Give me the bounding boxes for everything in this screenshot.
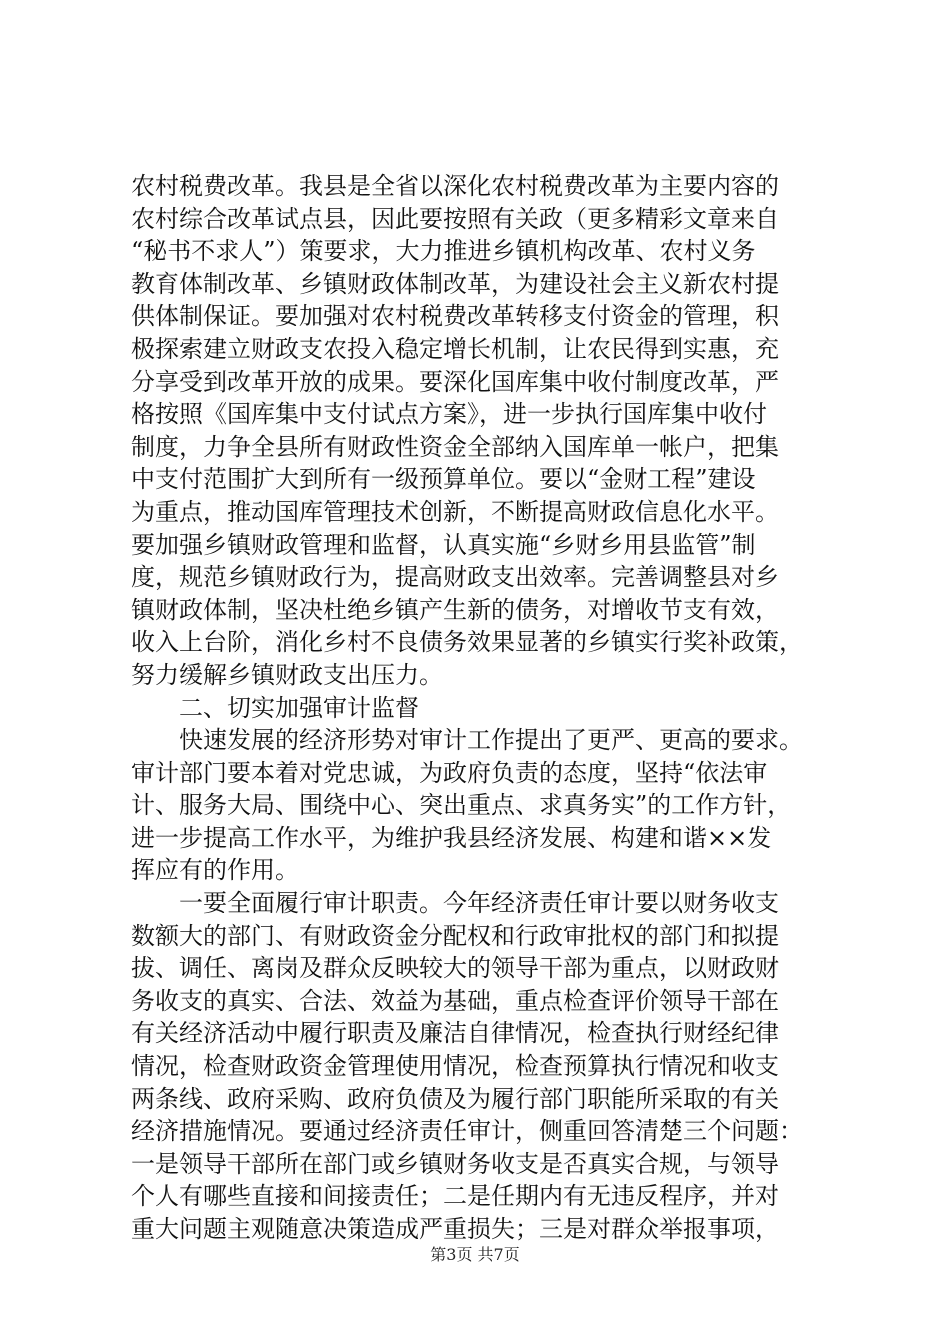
text-line: 制度，力争全县所有财政性资金全部纳入国库单一帐户，把集: [131, 432, 779, 461]
page-number-footer: 第3页 共7页: [430, 1245, 520, 1264]
text-line: 经济措施情况。要通过经济责任审计，侧重回答清楚三个问题：: [131, 1117, 803, 1146]
text-line: “秘书不求人”）策要求，大力推进乡镇机构改革、农村义务: [131, 237, 756, 266]
text-line: 教育体制改革、乡镇财政体制改革，为建设社会主义新农村提: [131, 269, 779, 298]
text-line: 极探索建立财政支农投入稳定增长机制，让农民得到实惠，充: [131, 334, 779, 363]
text-line: 情况，检查财政资金管理使用情况，检查预算执行情况和收支: [131, 1052, 779, 1081]
text-line: 农村综合改革试点县，因此要按照有关政（更多精彩文章来自: [131, 204, 779, 233]
text-line: 审计部门要本着对党忠诚，为政府负责的态度，坚持“依法审: [131, 758, 768, 787]
text-line: 分享受到改革开放的成果。要深化国库集中收付制度改革，严: [131, 367, 779, 396]
text-line: 快速发展的经济形势对审计工作提出了更严、更高的要求。: [179, 726, 803, 755]
text-line: 镇财政体制，坚决杜绝乡镇产生新的债务，对增收节支有效，: [131, 595, 779, 624]
text-line: 要加强乡镇财政管理和监督，认真实施“乡财乡用县监管”制: [131, 530, 756, 559]
text-line: 挥应有的作用。: [131, 856, 299, 885]
text-line: 一是领导干部所在部门或乡镇财务收支是否真实合规，与领导: [131, 1149, 779, 1178]
text-line: 有关经济活动中履行职责及廉洁自律情况，检查执行财经纪律: [131, 1019, 779, 1048]
text-line: 为重点，推动国库管理技术创新，不断提高财政信息化水平。: [131, 497, 779, 526]
text-line: 度，规范乡镇财政行为，提高财政支出效率。完善调整县对乡: [131, 563, 779, 592]
text-line: 进一步提高工作水平，为维护我县经济发展、构建和谐××发: [131, 823, 772, 852]
text-line: 努力缓解乡镇财政支出压力。: [131, 660, 443, 689]
text-line: 个人有哪些直接和间接责任；二是任期内有无违反程序，并对: [131, 1182, 779, 1211]
text-line: 务收支的真实、合法、效益为基础，重点检查评价领导干部在: [131, 986, 779, 1015]
text-line: 格按照《国库集中支付试点方案》，进一步执行国库集中收付: [131, 400, 767, 429]
section-heading: 二、切实加强审计监督: [179, 693, 419, 722]
text-line: 数额大的部门、有财政资金分配权和行政审批权的部门和拟提: [131, 921, 779, 950]
text-line: 计、服务大局、围绕中心、突出重点、求真务实”的工作方针，: [131, 791, 792, 820]
text-line: 拔、调任、离岗及群众反映较大的领导干部为重点，以财政财: [131, 954, 779, 983]
text-line: 一要全面履行审计职责。今年经济责任审计要以财务收支: [179, 889, 779, 918]
text-line: 农村税费改革。我县是全省以深化农村税费改革为主要内容的: [131, 172, 779, 200]
text-line: 供体制保证。要加强对农村税费改革转移支付资金的管理，积: [131, 302, 779, 331]
text-line: 收入上台阶，消化乡村不良债务效果显著的乡镇实行奖补政策，: [131, 628, 803, 657]
document-body: [131, 170, 851, 1246]
text-line: 中支付范围扩大到所有一级预算单位。要以“金财工程”建设: [131, 465, 756, 494]
text-line: 重大问题主观随意决策造成严重损失；三是对群众举报事项，: [131, 1215, 779, 1243]
text-line: 两条线、政府采购、政府负债及为履行部门职能所采取的有关: [131, 1084, 779, 1113]
